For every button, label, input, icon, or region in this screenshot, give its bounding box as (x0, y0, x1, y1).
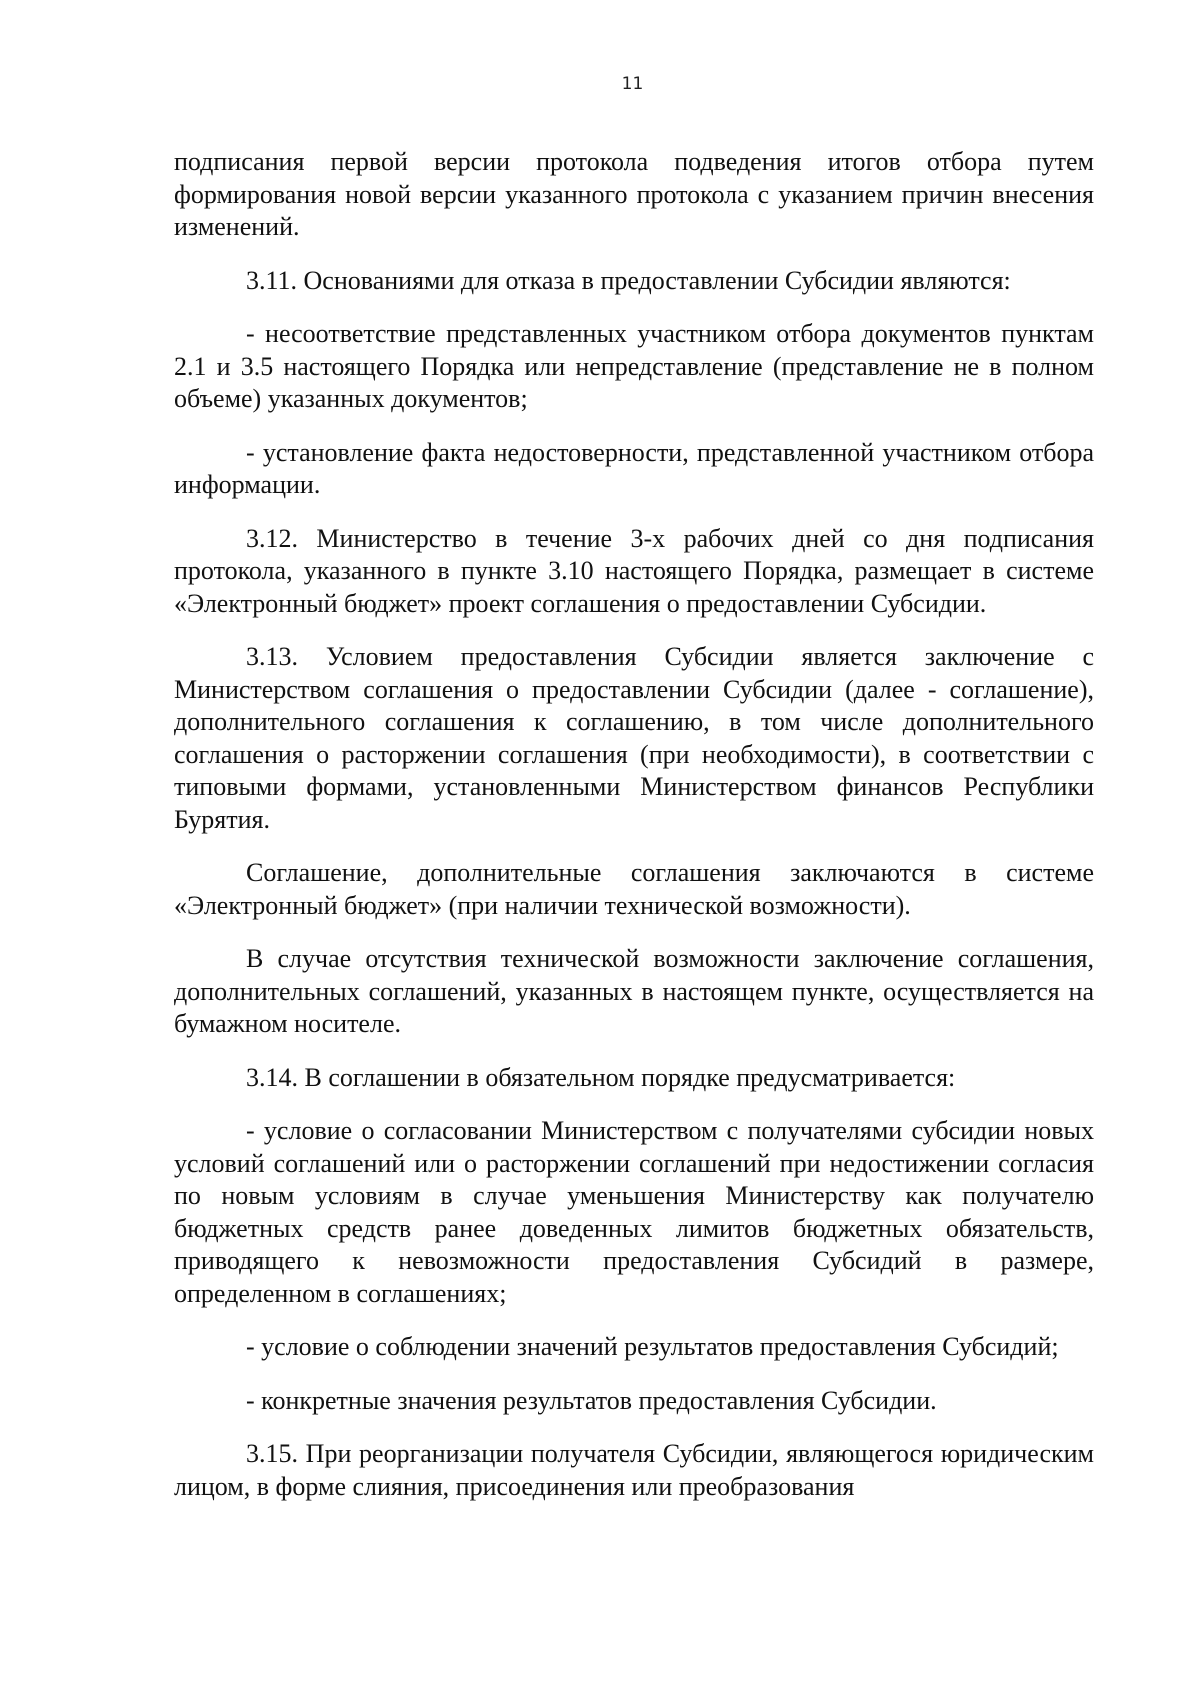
paragraph-3-15: 3.15. При реорганизации получателя Субсидии, являющегося юридическим лицом, в форме слияния, присоединения или преобразования (174, 1439, 1094, 1501)
paragraph-3-14-item-2: - условие о соблюдении значений результатов предоставления Субсидий; (246, 1332, 1059, 1361)
paragraph-3-14-item-1: - условие о согласовании Министерством с получателями субсидии новых условий соглашений или о расторжении соглашений при недостижении согласия по новым условиям в случае уменьшения Министерству как получателю бюджетных средств ранее доведенных лимитов бюджетных обязательств, приводящего к невозможности предоставления Субсидий в размере, определенном в соглашениях; (174, 1116, 1094, 1308)
paragraph-3-14: 3.14. В соглашении в обязательном порядке предусматривается: (246, 1062, 956, 1092)
page-number: 11 (621, 74, 644, 94)
paragraph-3-13: 3.13. Условием предоставления Субсидии является заключение с Министерством соглашения о предоставлении Субсидии (далее - соглашение), дополнительного соглашения к соглашению, в том числе дополнительного соглашения о расторжении соглашения (при необходимости), в соответствии с типовыми формами, установленными Министерством финансов Республики Бурятия. (174, 642, 1094, 834)
paragraph-3-13-paper: В случае отсутствия технической возможности заключение соглашения, дополнительных соглашений, указанных в настоящем пункте, осуществляется на бумажном носителе. (174, 944, 1094, 1038)
document-body (174, 146, 1094, 1503)
paragraph-3-11-item-1: - несоответствие представленных участником отбора документов пунктам 2.1 и 3.5 настоящего Порядка или непредставление (представление не в полном объеме) указанных документов; (174, 319, 1094, 413)
paragraph-3-12: 3.12. Министерство в течение 3-х рабочих дней со дня подписания протокола, указанного в пункте 3.10 настоящего Порядка, размещает в системе «Электронный бюджет» проект соглашения о предоставлении Субсидии. (174, 523, 1094, 618)
paragraph-3-14-item-3: - конкретные значения результатов предоставления Субсидии. (246, 1385, 937, 1415)
paragraph-3-11-item-2: - установление факта недостоверности, представленной участником отбора информации. (174, 437, 1094, 499)
paragraph-3-13-agreement: Соглашение, дополнительные соглашения заключаются в системе «Электронный бюджет» (при наличии технической возможности). (174, 858, 1094, 920)
paragraph-3-11: 3.11. Основаниями для отказа в предоставлении Субсидии являются: (246, 265, 1011, 295)
paragraph-continuation: подписания первой версии протокола подведения итогов отбора путем формирования новой версии указанного протокола с указанием причин внесения изменений. (174, 147, 1094, 241)
